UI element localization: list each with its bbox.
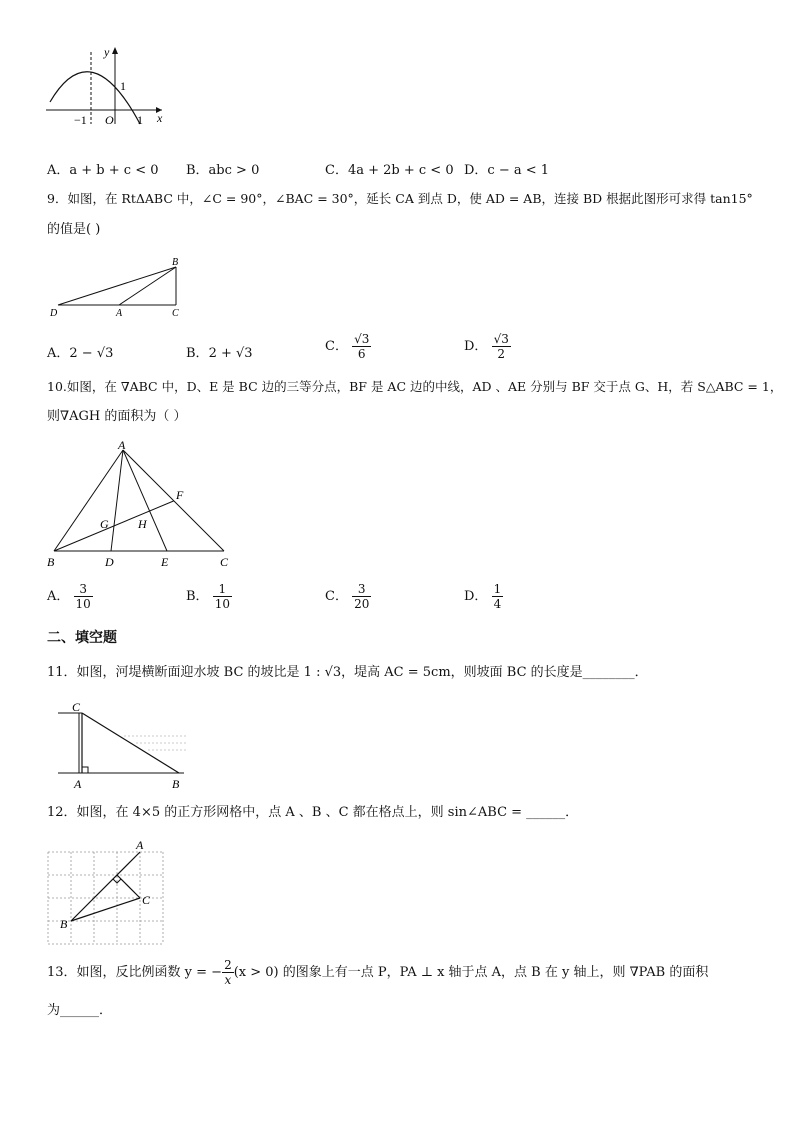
q9-option-d-den: 2 — [497, 347, 506, 361]
y-axis-arrow — [112, 47, 118, 54]
origin-label: O — [105, 113, 114, 126]
q9-option-b — [186, 342, 253, 361]
label-A: A — [136, 838, 144, 852]
q13-question-line1 — [47, 958, 708, 988]
label-A: A — [116, 308, 123, 319]
q10-option-a-fraction — [74, 582, 93, 611]
segment-AE — [123, 450, 167, 551]
q10-option-b-num: 1 — [213, 582, 232, 597]
q10-option-d-fraction — [492, 582, 504, 611]
segment-DB — [58, 267, 176, 305]
q10-option-a-num: 3 — [74, 582, 93, 597]
q10-option-b-fraction — [213, 582, 232, 611]
q10-option-c — [325, 582, 371, 611]
label-B: B — [172, 257, 179, 268]
q13-frac-den: x — [224, 973, 232, 987]
q10-option-b-den: 10 — [214, 597, 230, 611]
label-G: G — [100, 517, 109, 531]
x-label: x — [157, 111, 163, 125]
q8-option-c: C．4a + 2b + c < 0 — [325, 163, 454, 178]
q9-option-b-expr: 2 + √3 — [208, 346, 253, 361]
label-D: D — [105, 555, 114, 569]
q12-grid-figure — [44, 836, 170, 946]
label-D: D — [50, 308, 58, 319]
q8-option-b: B．abc > 0 — [186, 163, 260, 178]
q9-option-a-expr: 2 − √3 — [69, 346, 114, 361]
q9-option-d-fraction — [492, 332, 511, 361]
q9-question-line2: 的值是( ) — [47, 222, 101, 237]
segment-perp — [117, 875, 140, 898]
q8-option-d: D．c − a < 1 — [464, 163, 550, 178]
q9-option-c-den: 6 — [357, 347, 366, 361]
right-angle-mark — [82, 767, 88, 773]
water-lines — [124, 736, 186, 750]
q10-option-c-num: 3 — [352, 582, 371, 597]
q10-option-d — [464, 582, 503, 611]
q8-option-a: A．a + b + c < 0 — [47, 163, 159, 178]
label-H: H — [138, 517, 147, 531]
segment-BC — [71, 898, 140, 921]
q10-option-b — [186, 582, 232, 611]
q10-option-d-den: 4 — [493, 597, 502, 611]
label-E: E — [161, 555, 169, 569]
q9-option-d-prefix: D． — [464, 339, 488, 354]
q10-triangle-figure — [44, 440, 244, 572]
q10-option-d-prefix: D． — [464, 589, 488, 604]
segment-AC — [123, 450, 224, 551]
q9-question-line1: 9．如图，在 RtΔABC 中，∠C = 90°，∠BAC = 30°，延长 CA 到点 D，使 AD = AB，连接 BD 根据此图形可求得 tan15° — [47, 191, 753, 206]
q10-question-line1: 10.如图，在 ∇ABC 中，D、E 是 BC 边的三等分点，BF 是 AC 边的中线，AD 、AE 分别与 BF 交于点 G、H，若 S△ABC = 1， — [47, 379, 783, 394]
q9-triangle-figure — [46, 254, 196, 320]
q9-option-a-prefix: A． — [47, 346, 70, 361]
label-C: C — [142, 893, 151, 907]
label-A: A — [74, 777, 82, 791]
label-A: A — [118, 440, 126, 452]
q9-option-a — [47, 342, 113, 361]
y-label: y — [104, 45, 110, 59]
q10-option-b-prefix: B． — [186, 589, 209, 604]
q10-option-a-den: 10 — [75, 597, 91, 611]
q9-option-c-fraction — [352, 332, 371, 361]
q10-option-c-den: 20 — [354, 597, 370, 611]
q10-option-a-prefix: A． — [47, 589, 70, 604]
q10-option-c-fraction — [352, 582, 371, 611]
q10-option-c-prefix: C． — [325, 589, 348, 604]
q9-option-b-prefix: B． — [186, 346, 209, 361]
q9-option-c-prefix: C． — [325, 339, 348, 354]
label-B: B — [172, 777, 180, 791]
q10-question-line2: 则∇AGH 的面积为（ ） — [47, 409, 187, 424]
label-B: B — [47, 555, 55, 569]
label-C: C — [172, 308, 179, 319]
q10-option-d-num: 1 — [493, 582, 502, 596]
q8-parabola-graph — [44, 44, 174, 126]
q13-frac-num: 2 — [224, 958, 232, 972]
q13-question-line2: 为______． — [47, 1003, 113, 1018]
segment-AB — [119, 267, 176, 305]
q9-option-d-num: √3 — [493, 332, 509, 346]
q13-text-pre: 13．如图，反比例函数 y = − — [47, 965, 223, 980]
q11-question: 11．如图，河堤横断面迎水坡 BC 的坡比是 1 : √3，堤高 AC = 5cm，则坡面 BC 的长度是________． — [47, 665, 648, 680]
one-label: 1 — [137, 113, 143, 126]
label-C: C — [72, 700, 81, 714]
section-title-fill-in-blank: 二、填空题 — [47, 630, 117, 646]
label-C: C — [220, 555, 229, 569]
neg1-label: −1 — [74, 113, 87, 126]
parabola-curve — [50, 72, 140, 124]
q11-embankment-figure — [44, 700, 194, 792]
q13-fraction — [222, 958, 234, 987]
q9-option-c-num: √3 — [354, 332, 370, 346]
q13-text-post: (x > 0) 的图象上有一点 P，PA ⊥ x 轴于点 A，点 B 在 y 轴上，则 ∇PAB 的面积 — [233, 965, 709, 980]
q10-option-a — [47, 582, 93, 611]
q9-option-c — [325, 332, 371, 361]
y1-label: 1 — [120, 79, 126, 93]
label-B: B — [60, 917, 68, 931]
q12-question: 12．如图，在 4×5 的正方形网格中，点 A 、B 、C 都在格点上，则 sin∠ABC = ______． — [47, 805, 579, 820]
label-F: F — [176, 488, 184, 502]
segment-BA — [71, 852, 140, 921]
q9-option-d — [464, 332, 511, 361]
